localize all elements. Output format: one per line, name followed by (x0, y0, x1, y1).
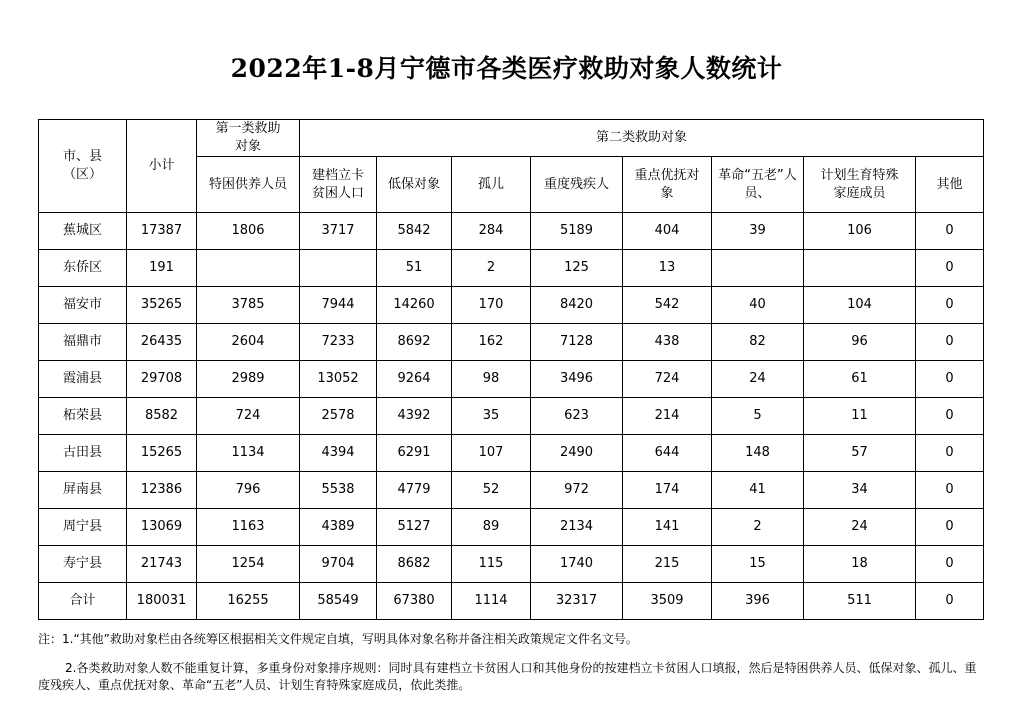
table-cell: 7944 (300, 287, 377, 324)
table-cell: 1163 (197, 509, 300, 546)
table-cell: 98 (452, 361, 531, 398)
row-region-cell: 古田县 (39, 435, 127, 472)
table-cell: 0 (916, 472, 984, 509)
table-cell: 284 (452, 213, 531, 250)
table-cell: 0 (916, 509, 984, 546)
table-cell: 17387 (127, 213, 197, 250)
header-subtotal: 小计 (127, 120, 197, 213)
row-region-cell: 屏南县 (39, 472, 127, 509)
table-cell: 2490 (531, 435, 623, 472)
table-row (39, 287, 984, 324)
table-cell: 2604 (197, 324, 300, 361)
table-cell: 404 (623, 213, 712, 250)
header-col-jiandang: 建档立卡贫困人口 (300, 157, 377, 213)
table-cell: 115 (452, 546, 531, 583)
table-cell: 724 (623, 361, 712, 398)
table-cell: 4779 (377, 472, 452, 509)
table-cell: 0 (916, 546, 984, 583)
row-region-cell: 寿宁县 (39, 546, 127, 583)
table-cell: 0 (916, 398, 984, 435)
table-cell: 644 (623, 435, 712, 472)
table-row (39, 546, 984, 583)
row-region-cell: 蕉城区 (39, 213, 127, 250)
header-col-wulao: 革命“五老”人员、 (712, 157, 804, 213)
table-cell: 7128 (531, 324, 623, 361)
table-cell: 35 (452, 398, 531, 435)
table-cell: 15265 (127, 435, 197, 472)
table-cell: 52 (452, 472, 531, 509)
statistics-table (38, 119, 984, 620)
table-cell: 3785 (197, 287, 300, 324)
table-cell: 96 (804, 324, 916, 361)
table-cell: 3496 (531, 361, 623, 398)
table-cell: 4394 (300, 435, 377, 472)
table-cell: 8420 (531, 287, 623, 324)
header-region: 市、县（区） (39, 120, 127, 213)
row-region-cell: 合计 (39, 583, 127, 620)
table-cell: 58549 (300, 583, 377, 620)
table-cell: 0 (916, 361, 984, 398)
table-cell: 9704 (300, 546, 377, 583)
table-cell: 148 (712, 435, 804, 472)
table-cell: 1254 (197, 546, 300, 583)
table-cell: 24 (804, 509, 916, 546)
table-cell: 21743 (127, 546, 197, 583)
table-cell (197, 250, 300, 287)
table-cell: 7233 (300, 324, 377, 361)
table-cell: 623 (531, 398, 623, 435)
table-cell: 2 (452, 250, 531, 287)
table-cell: 5189 (531, 213, 623, 250)
header-col-other: 其他 (916, 157, 984, 213)
footnote-1: 注：1.“其他”救助对象栏由各统筹区根据相关文件规定自填，写明具体对象名称并备注相关政策规定文件名文号。 (38, 632, 638, 646)
table-cell: 6291 (377, 435, 452, 472)
table-cell: 8682 (377, 546, 452, 583)
table-cell: 0 (916, 435, 984, 472)
table-cell: 16255 (197, 583, 300, 620)
table-row (39, 398, 984, 435)
table-cell: 26435 (127, 324, 197, 361)
table-cell: 5538 (300, 472, 377, 509)
table-cell: 82 (712, 324, 804, 361)
table-row (39, 213, 984, 250)
header-col-guer: 孤儿 (452, 157, 531, 213)
table-cell: 39 (712, 213, 804, 250)
table-row (39, 250, 984, 287)
table-cell: 41 (712, 472, 804, 509)
footnote-2: 2.各类救助对象人数不能重复计算，多重身份对象排序规则：同时具有建档立卡贫困人口和其他身份的按建档立卡贫困人口填报，然后是特困供养人员、低保对象、孤儿、重度残疾人、重点优抚对象、革命“五老”人员、计划生育特殊家庭成员，依此类推。 (38, 661, 977, 692)
table-cell: 24 (712, 361, 804, 398)
table-cell: 1740 (531, 546, 623, 583)
table-cell: 51 (377, 250, 452, 287)
table-cell: 1134 (197, 435, 300, 472)
table-cell: 3717 (300, 213, 377, 250)
table-cell: 11 (804, 398, 916, 435)
table-cell: 174 (623, 472, 712, 509)
table-cell: 35265 (127, 287, 197, 324)
header-col-youfu: 重点优抚对象 (623, 157, 712, 213)
table-cell: 438 (623, 324, 712, 361)
table-cell: 2 (712, 509, 804, 546)
header-class1: 第一类救助对象 (197, 120, 300, 157)
table-cell: 5127 (377, 509, 452, 546)
table-cell (804, 250, 916, 287)
table-cell: 724 (197, 398, 300, 435)
table-cell: 796 (197, 472, 300, 509)
table-cell: 0 (916, 213, 984, 250)
table-cell: 162 (452, 324, 531, 361)
table-cell (300, 250, 377, 287)
table-row (39, 361, 984, 398)
table-cell (712, 250, 804, 287)
table-cell: 57 (804, 435, 916, 472)
table-cell: 12386 (127, 472, 197, 509)
table-cell: 2578 (300, 398, 377, 435)
table-cell: 0 (916, 583, 984, 620)
table-cell: 170 (452, 287, 531, 324)
table-cell: 180031 (127, 583, 197, 620)
row-region-cell: 东侨区 (39, 250, 127, 287)
table-cell: 4392 (377, 398, 452, 435)
table-cell: 1114 (452, 583, 531, 620)
table-cell: 15 (712, 546, 804, 583)
header-col-canji: 重度残疾人 (531, 157, 623, 213)
table-cell: 215 (623, 546, 712, 583)
header-col-dibao: 低保对象 (377, 157, 452, 213)
table-cell: 106 (804, 213, 916, 250)
table-cell: 13 (623, 250, 712, 287)
table-cell: 8582 (127, 398, 197, 435)
table-cell: 13069 (127, 509, 197, 546)
table-cell: 125 (531, 250, 623, 287)
table-cell: 1806 (197, 213, 300, 250)
header-class2: 第二类救助对象 (300, 120, 984, 157)
row-region-cell: 周宁县 (39, 509, 127, 546)
table-cell: 32317 (531, 583, 623, 620)
table-cell: 141 (623, 509, 712, 546)
table-cell: 0 (916, 287, 984, 324)
table-cell: 107 (452, 435, 531, 472)
row-region-cell: 福鼎市 (39, 324, 127, 361)
table-cell: 67380 (377, 583, 452, 620)
table-cell: 61 (804, 361, 916, 398)
table-cell: 2134 (531, 509, 623, 546)
table-row (39, 435, 984, 472)
table-cell: 14260 (377, 287, 452, 324)
table-cell: 3509 (623, 583, 712, 620)
table-cell: 29708 (127, 361, 197, 398)
table-cell: 4389 (300, 509, 377, 546)
table-row (39, 583, 984, 620)
row-region-cell: 福安市 (39, 287, 127, 324)
row-region-cell: 柘荣县 (39, 398, 127, 435)
table-row (39, 472, 984, 509)
table-cell: 8692 (377, 324, 452, 361)
table-cell: 34 (804, 472, 916, 509)
table-row (39, 509, 984, 546)
table-cell: 542 (623, 287, 712, 324)
table-cell: 214 (623, 398, 712, 435)
header-col-jihua: 计划生育特殊家庭成员 (804, 157, 916, 213)
table-cell: 18 (804, 546, 916, 583)
table-cell: 5842 (377, 213, 452, 250)
table-cell: 5 (712, 398, 804, 435)
table-cell: 2989 (197, 361, 300, 398)
table-row (39, 324, 984, 361)
header-col-tekun: 特困供养人员 (197, 157, 300, 213)
table-cell: 0 (916, 324, 984, 361)
table-cell: 89 (452, 509, 531, 546)
table-cell: 511 (804, 583, 916, 620)
table-cell: 396 (712, 583, 804, 620)
page-title: 2022年1-8月宁德市各类医疗救助对象人数统计 (230, 54, 783, 83)
table-cell: 40 (712, 287, 804, 324)
table-cell: 13052 (300, 361, 377, 398)
table-cell: 191 (127, 250, 197, 287)
table-cell: 9264 (377, 361, 452, 398)
table-cell: 0 (916, 250, 984, 287)
table-cell: 972 (531, 472, 623, 509)
row-region-cell: 霞浦县 (39, 361, 127, 398)
table-body (39, 213, 984, 620)
table-cell: 104 (804, 287, 916, 324)
